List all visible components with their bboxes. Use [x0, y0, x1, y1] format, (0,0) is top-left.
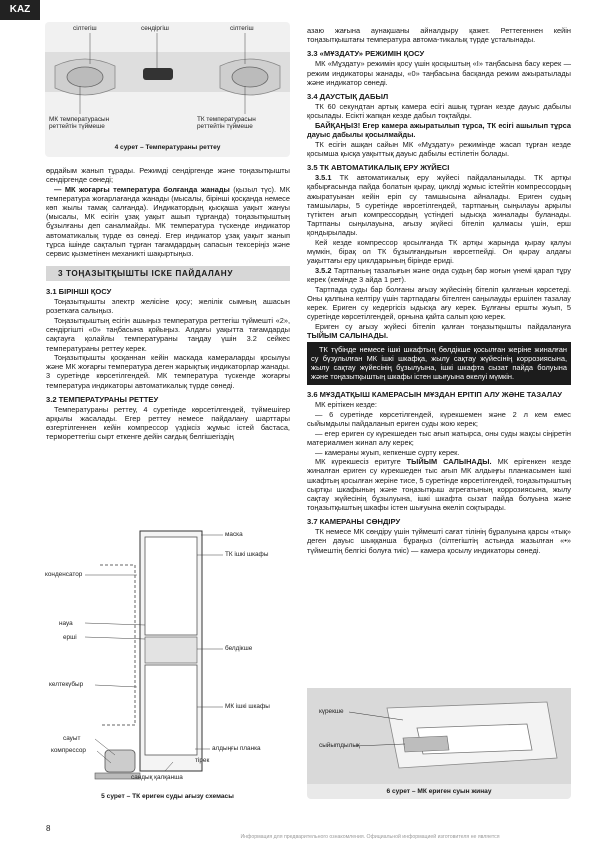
paragraph: Температураны реттеу, 4 суретінде көрсетілгендей, түймешігер арқылы жасалады. Егер реттеу немесе пайдалану шарттары өзгертілгеннен кейін компрессор үздіксіз жұмыс істей бастаса, термореттегіш сырт еткенге дейін сағдық белгішегіздің	[46, 404, 290, 442]
paragraph: — 6 суретінде көрсетілгендей, күрекшемен және 2 л кем емес сыйымдылы пайдаланып ериген суды жою керек;	[307, 409, 571, 429]
section-heading: 3 ТОҢАЗЫТҚЫШТЫ ІСКЕ ПАЙДАЛАНУ	[46, 266, 290, 281]
heading-3-2: 3.2 ТЕМПЕРАТУРАНЫ РЕТТЕУ	[46, 394, 159, 404]
callout-pointer-right: сілтегіш	[230, 25, 254, 32]
callout-rc-knob: ТК температурасын реттейтін түймеше	[197, 116, 256, 131]
warning-box	[307, 342, 571, 385]
bold-text: — МК жоғарғы температура болғанда жанады	[54, 184, 230, 194]
paragraph-text: Ериген су ағызу жүйесі бітеліп қалған тоңазытқышты пайдалануға	[315, 321, 571, 331]
figure-drain-scheme	[45, 525, 290, 807]
language-tab: KAZ	[0, 0, 40, 20]
callout-condenser: конденсатор	[45, 571, 83, 578]
figure-meltwater-collection	[307, 688, 571, 799]
paragraph: ТК 60 секундтан артық камера есігі ашық тұрған кезде дауыс дабылы қосылады. Есікті жапқан кезде дабыл тоқтайды.	[307, 102, 571, 121]
page-number: 8	[46, 824, 51, 833]
bold-text: 3.5.2	[315, 265, 332, 275]
paragraph	[307, 457, 571, 512]
callout-vessel: сыйыmдылық	[319, 742, 360, 749]
bold-text: 3.5.1	[315, 173, 332, 183]
paragraph-text: Тартпаның тазалығын және онда судың бар жоғын үнемі қарап тұру керек (кемінде 3 айда 1 рет).	[307, 265, 571, 284]
callout-box-shield: сандық қалқаншa	[131, 774, 183, 781]
heading-3-6: 3.6 МҰЗДАТҚЫШ КАМЕРАСЫН МҰЗДАН ЕРІТІП АЛУ ЖӘНЕ ТАЗАЛАУ	[307, 390, 562, 400]
callout-brush: ерші	[63, 634, 77, 641]
figure5-illustration	[45, 525, 290, 807]
callout-belt: белдікше	[225, 645, 253, 652]
figure6-caption: 6 сурет – МК ериген суын жинау	[386, 788, 492, 795]
right-column	[307, 26, 571, 555]
paragraph	[307, 322, 571, 340]
paragraph	[307, 173, 571, 237]
paragraph: — камераны жуып, кепкенше сүрту керек.	[315, 447, 460, 457]
callout-container: сауыт	[63, 735, 81, 742]
bold-text: ТЫЙЫМ САЛЫНАДЫ.	[307, 330, 389, 340]
figure4-caption: 4 сурет – Температураны реттеу	[114, 144, 221, 151]
paragraph-text: (қызыл түс). МК температура жоғарлағанда жанады (мысалы, бірінші қосқанда немесе көп жылы тамақ салғанда). Индикатордың қысқаша уақыт жануы (мысалы, МК есігін ұзақ уақыт ашып тұрғанда) тоңазытқыштың бұзылғаны деп саналмайды. МК температура түскенде индикатор автоматикалық түрде өз сөнеді. Егер индикатор ұзақ уақыт жанып тұрса ішінде сақталып тұрған тағамдардың сапасын тексеріңіз және сервис қызметінен механикті шақыртыңыз.	[46, 184, 290, 258]
heading-3-4: 3.4 ДАУСТЫҚ ДАБЫЛ	[307, 91, 389, 101]
paragraph: Тоңазытқышты электр желісіне қосу; желілік сымның ашасын розеткаға салыңыз.	[46, 297, 290, 316]
left-column	[46, 166, 290, 442]
figure4-illustration	[45, 22, 290, 157]
callout-tray: науа	[59, 620, 73, 627]
callout-support: тірек	[195, 757, 210, 764]
paragraph: ТК немесе МК сөндіру үшін түймешті сағат тілінің бұралуына қарсы «тық» деген дауыс шыққанша бұраңыз (сілтегіштің астында жазылған «•» түймештің белгісі болуға тиіс) — камера қосылу индикаторы сөнеді.	[307, 527, 571, 555]
paragraph	[46, 185, 290, 258]
heading-3-7: 3.7 КАМЕРАНЫ СӨНДІРУ	[307, 517, 401, 527]
paragraph: Кей кезде компрессор қосылғанда ТК артқы жарында қырау қалуы мүмкін, бірақ ол ТК бұзылғандығын көрсетпейді. Он қырау алдағы уақыттағы еру циклдарының бірінде ериді.	[307, 237, 571, 266]
bold-text: ТЫЙЫМ САЛЫНАДЫ.	[406, 457, 492, 467]
callout-compressor: компрессор	[51, 747, 86, 754]
paragraph: Тартпада суды бар болғаны ағызу жүйесінің бітеліп қалғанын көрсетеді. Оны қалпына келтіру үшін тартпадағы бітелген саңылауды ершілен тазалау керек. Ериген су кедергісіз ыдысқа ағу керек. Бұлғаны ершты жуып, 5 суретінде көрсетілгендей, орнына қайта салып қою керек.	[307, 284, 571, 322]
paragraph: МК «Мұздату» режимін қосу үшін қосқыштың «I» таңбасына басу керек —режим индикаторы жанады, «0» таңбасына басқанда режим ажыратылады және индикатор сөнеді.	[307, 59, 571, 87]
paragraph: — егер ериген су күрекшеден тыс ағып жатырса, оны суды жақсы сіңіретін материалмен жинап алу керек;	[307, 428, 571, 447]
callout-fc-knob: МК температурасын реттейтін түймеше	[49, 116, 110, 131]
paragraph: азаю жағына аунақшаны айналдыру қажет. Реттегеннен кейін тоңазытқыштағы температура автома-тикалық түрде ұсталынады.	[307, 26, 571, 45]
paragraph: МК ерітікен кезде:	[315, 400, 377, 410]
heading-3-5: 3.5 ТК АВТОМАТИКАЛЫҚ ЕРУ ЖҮЙЕСІ	[307, 163, 450, 173]
paragraph-text: МК ерігенкен кезде жиналған ериген су күрекшеден тыс ағып МК алдыңғы планкасымен ішкі шкафтың қосылған жеріне тисе, 5 суретінде көрсетілгендей, тоңазытқыштың сыртқы шкафының және тоңазытқыш агрегатының коррозиясына, жылу сақтау жүйесінің бұзылуына, ішкі шкафта сызат пайда болуына және тоңазытқыштың шкафы істен шығуына өкеліп соқтырады.	[307, 457, 571, 512]
paragraph: Тоңазытқыштың есігін ашыңыз температура реттегіш түймешті «2», сендіргішті «0» таңбасына қойыңыз. Алдағы уақытта тағамдарды сақтауға қолайлы температураны таңдау үшін 3.2 сейкес температураны реттеу керек.	[46, 316, 290, 353]
warning-paragraph: БАЙҚАҢЫЗ! Егер камера ажыратылып тұрса, ТК есігі ашылып тұрса дауыс дабылы қосылмайды.	[307, 120, 571, 140]
page-footer: Информация для предварительного ознакомления. Официальной информацией изготовителя не является	[240, 834, 500, 840]
figure5-caption: 5 сурет – ТК ериген суды ағызу схемасы	[101, 793, 234, 800]
paragraph-text: ТК автоматикалық еру жүйесі пайдаланылады. ТК артқы қабырғасында пайда болатын қырау, циклді жұмыс істейтін компрессордың ажыратуынан кейін еріп су тамшысына айналады. Ериген судың тамшылары, 5 суретінде көрсетілгендей, тартпаның сыңылауы арқылы түтіктен ағып компрессордың үстіндегі ыдысқа жиналады буланады. Тартпаны сыңылауына, ағызу жүйесі бітеліп қалмасы үшін, ерш қондырылады.	[307, 173, 571, 238]
callout-fc-liner: МК ішкі шкафы	[225, 703, 270, 710]
paragraph-text: МК күрекшесіз еритуге	[315, 457, 407, 467]
paragraph	[307, 266, 571, 284]
callout-rc-liner: ТК ішкі шкафы	[225, 551, 269, 558]
callout-switch: сендіргіш	[141, 25, 169, 32]
figure-temperature-controls	[45, 22, 290, 157]
paragraph: ТК есігін ашқан сайын МК «Мұздату» режимінде жасап тұрған кезде қосымша қысқа уақыттық дауыс дабылы естілетін болады.	[307, 139, 571, 158]
warning-box-text: ТК түбінде немесе ішкі шкафтың бөлдікше қосылған жеріне жиналған су бүзулылған МК ішкі шкафқа, жылу сақтау жүйесінің коррозиясына, жылу сақтау жүйесінің бұзылуына, ішкі шкафта сызат пайда болуына және тоңазытқыштың шкафы істен шығуына өкелуі мүмкін.	[311, 345, 567, 382]
paragraph: Тоңазытқышты қосқаннан кейін маскада камераларды қосылуы және МК жоғарғы температура деген жарықтық индикаторлар жанады. 3 суретінде көрсетілгендей. МК температура түскенде жоғарғы температура индикаторы автоматикалық түрде сөнеді.	[46, 353, 290, 390]
paragraph: өрдайым жанып тұрады. Режимді сендіргенде және тоңазытқышты сендіргенде сөнеді;	[46, 166, 290, 185]
callout-tube: келтекүбыр	[49, 681, 84, 688]
callout-scraper: күрекше	[319, 708, 344, 715]
heading-3-3: 3.3 «МҰЗДАТУ» РЕЖИМІН ҚОСУ	[307, 49, 425, 59]
heading-3-1: 3.1 БІРІНШІ ҚОСУ	[46, 287, 112, 297]
callout-pointer-left: сілтегіш	[73, 25, 97, 32]
callout-front-plank: алдыңғы планка	[212, 745, 261, 752]
callout-mask: маска	[225, 531, 243, 538]
